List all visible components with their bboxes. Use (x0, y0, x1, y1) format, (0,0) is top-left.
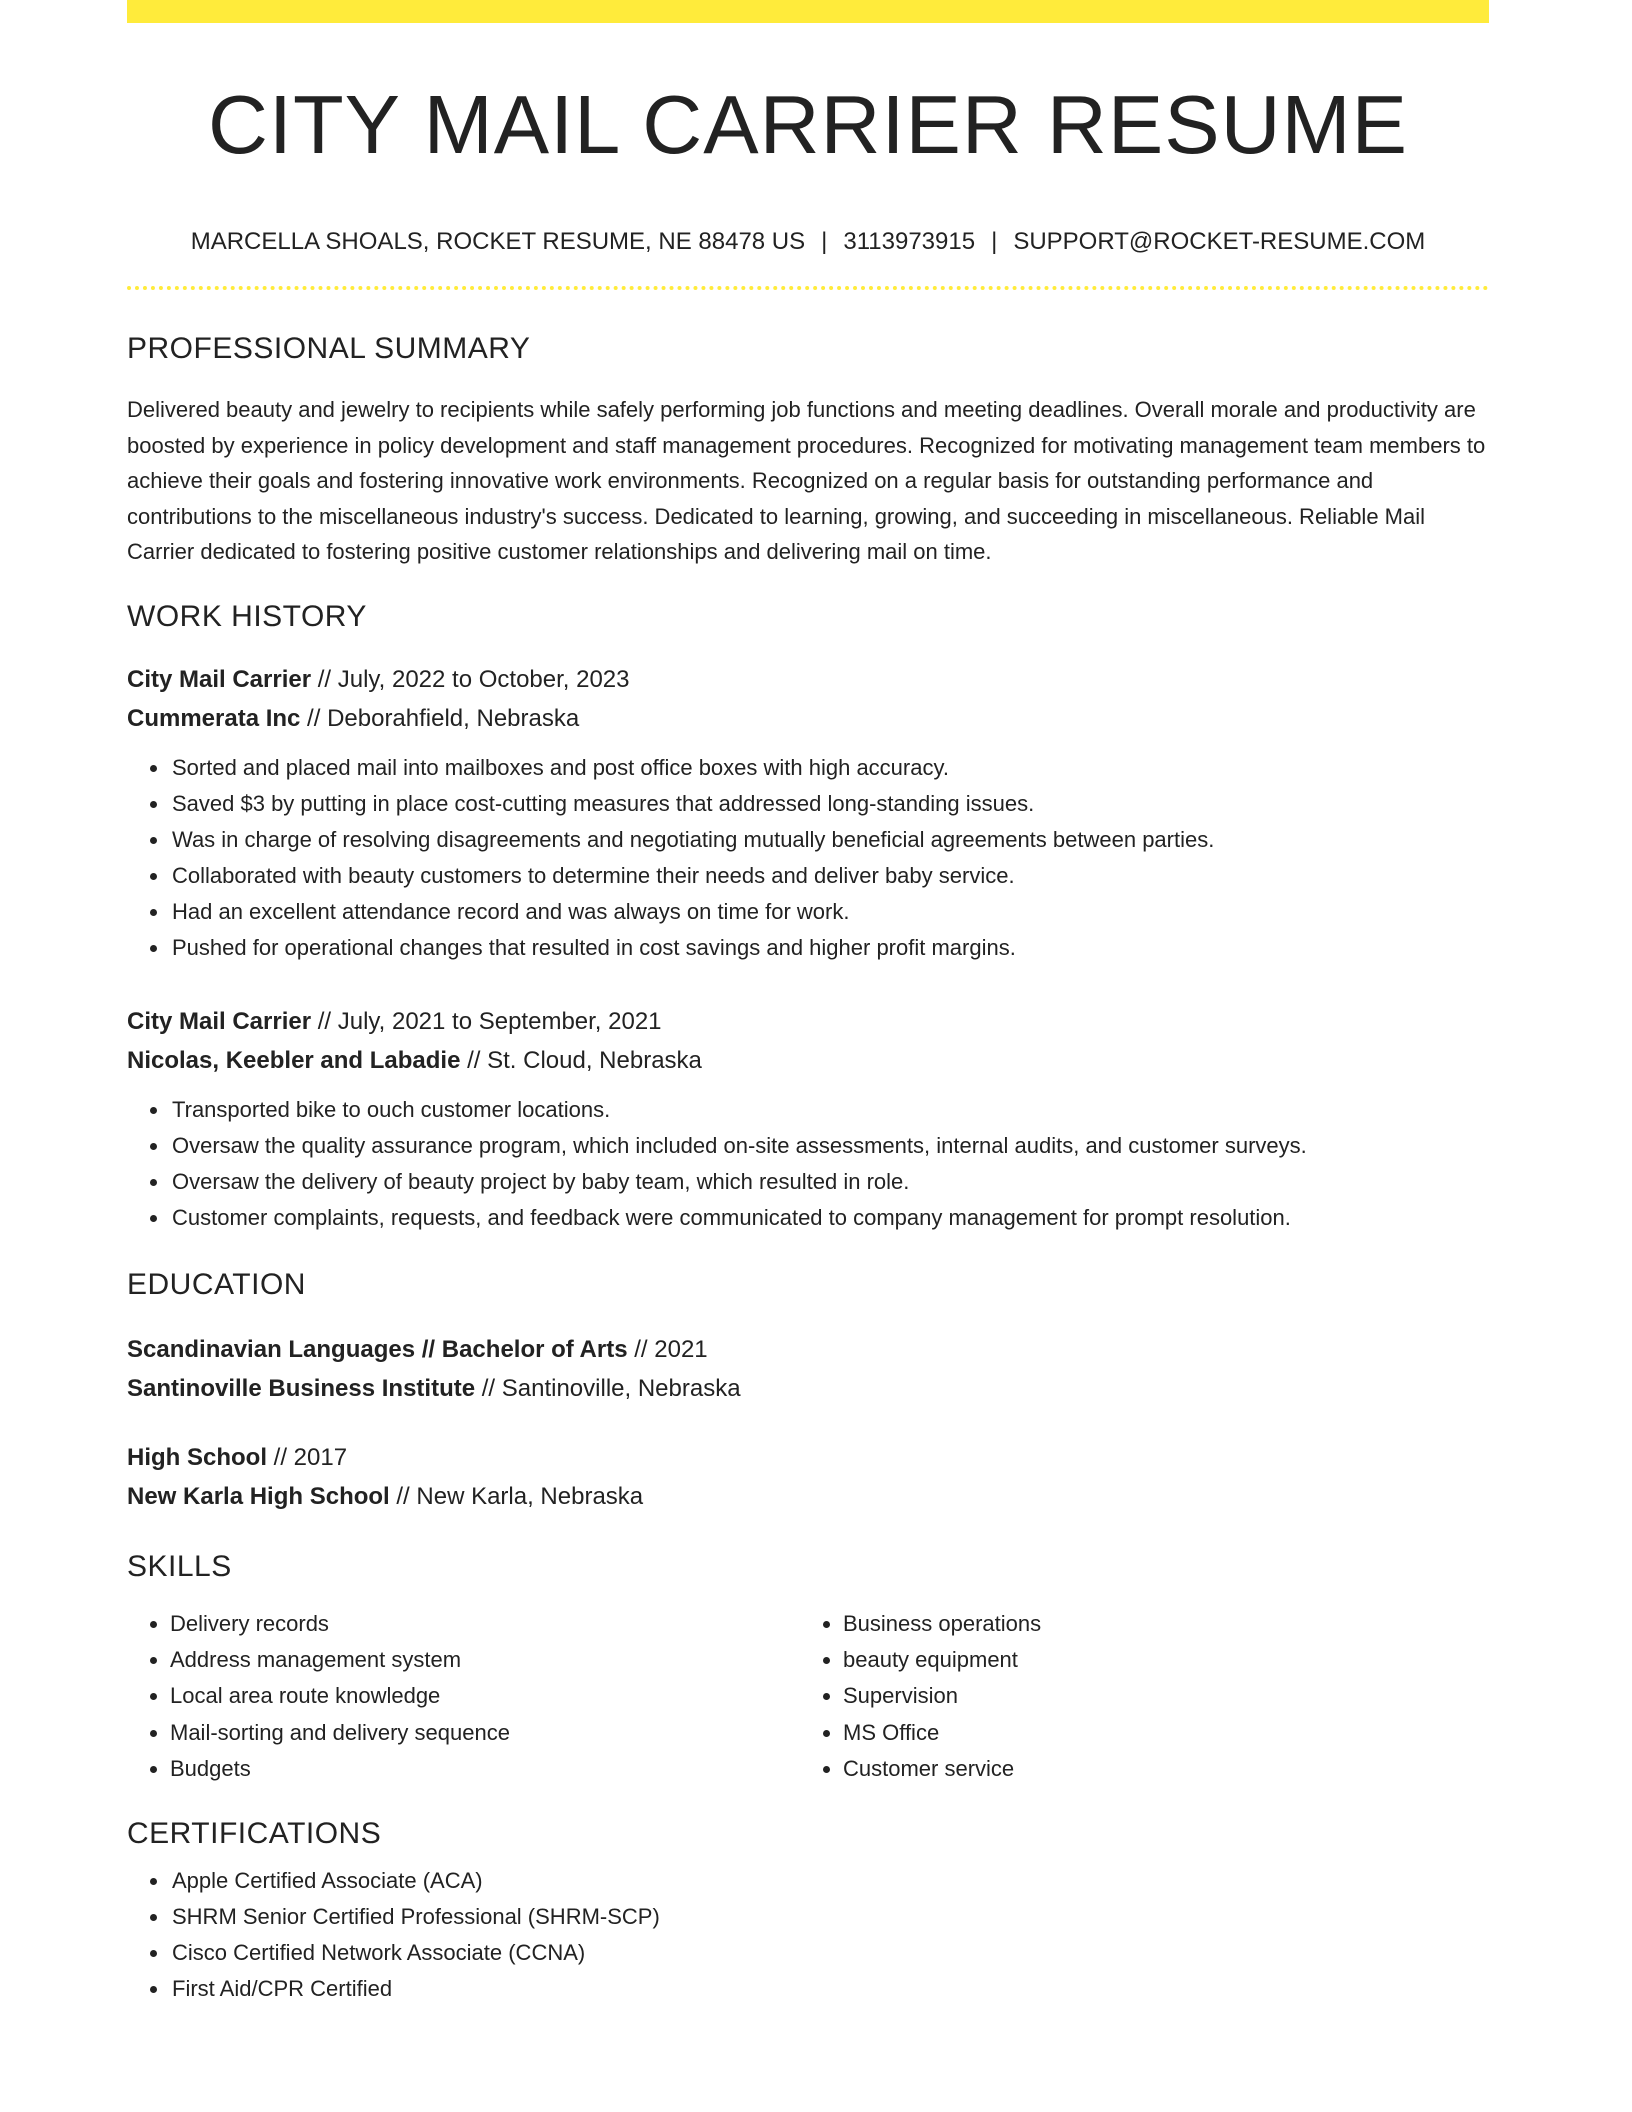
certification-item: • SHRM Senior Certified Professional (SHRM-SCP) (170, 1899, 1489, 1935)
job-title-line (127, 1002, 1489, 1041)
skill-item: • beauty equipment (843, 1642, 1473, 1678)
skill-item: • Mail-sorting and delivery sequence (170, 1715, 800, 1751)
skill-item: • Budgets (170, 1751, 800, 1787)
job-title: City Mail Carrier (127, 665, 312, 693)
contact-address: MARCELLA SHOALS, ROCKET RESUME, NE 88478 US (190, 228, 806, 256)
contact-separator: | (991, 228, 998, 256)
contact-line (127, 228, 1489, 256)
education-year: // 2021 (627, 1335, 708, 1363)
education-entry (127, 1438, 1489, 1516)
education-heading: EDUCATION (127, 1267, 306, 1301)
job-dates: // July, 2021 to September, 2021 (311, 1007, 662, 1035)
skills-right-column (800, 1606, 1473, 1787)
education-location: // New Karla, Nebraska (389, 1482, 644, 1510)
job-entry (127, 1002, 1489, 1236)
job-company-line (127, 699, 1489, 738)
job-title-line (127, 660, 1489, 699)
certification-item: • First Aid/CPR Certified (170, 1971, 1489, 2007)
skill-item: • Delivery records (170, 1606, 800, 1642)
contact-separator: | (821, 228, 828, 256)
certifications-list (127, 1863, 1489, 2007)
dotted-divider (127, 286, 1489, 290)
skill-item: • Address management system (170, 1642, 800, 1678)
skills-grid (127, 1606, 1489, 1787)
job-company-line (127, 1041, 1489, 1080)
job-bullet: • Collaborated with beauty customers to determine their needs and deliver baby service. (170, 858, 1489, 894)
education-degree: High School (127, 1443, 267, 1471)
education-year: // 2017 (267, 1443, 348, 1471)
job-dates: // July, 2022 to October, 2023 (311, 665, 630, 693)
job-company: Cummerata Inc (127, 704, 301, 732)
job-entry (127, 660, 1489, 966)
skills-heading: SKILLS (127, 1549, 232, 1583)
certification-item: • Cisco Certified Network Associate (CCNA) (170, 1935, 1489, 1971)
education-school-line (127, 1369, 1489, 1408)
skill-item: • Business operations (843, 1606, 1473, 1642)
job-location: // St. Cloud, Nebraska (460, 1046, 702, 1074)
job-location: // Deborahfield, Nebraska (300, 704, 580, 732)
job-bullets (127, 1092, 1489, 1236)
job-bullet: • Customer complaints, requests, and feedback were communicated to company management for prompt resolution. (170, 1200, 1489, 1236)
education-degree: Scandinavian Languages // Bachelor of Arts (127, 1335, 628, 1363)
job-bullets (127, 750, 1489, 966)
certifications-heading: CERTIFICATIONS (127, 1817, 382, 1851)
job-company: Nicolas, Keebler and Labadie (127, 1046, 461, 1074)
education-school: Santinoville Business Institute (127, 1374, 476, 1402)
job-bullet: • Was in charge of resolving disagreements and negotiating mutually beneficial agreements between parties. (170, 822, 1489, 858)
summary-heading: PROFESSIONAL SUMMARY (127, 332, 531, 366)
job-bullet: • Oversaw the delivery of beauty project by baby team, which resulted in role. (170, 1164, 1489, 1200)
education-school-line (127, 1477, 1489, 1516)
job-bullet: • Oversaw the quality assurance program, which included on-site assessments, internal audits, and customer surveys. (170, 1128, 1489, 1164)
contact-email: SUPPORT@ROCKET-RESUME.COM (1013, 228, 1426, 256)
job-bullet: • Saved $3 by putting in place cost-cutting measures that addressed long-standing issues. (170, 786, 1489, 822)
skill-item: • Supervision (843, 1678, 1473, 1714)
summary-text: Delivered beauty and jewelry to recipients while safely performing job functions and meeting deadlines. Overall morale and productivity are boosted by experience in policy development and staff management procedures. Recognized for motivating management team members to achieve their goals and fostering innovative work environments. Recognized on a regular basis for outstanding performance and contributions to the miscellaneous industry's success. Dedicated to learning, growing, and succeeding in miscellaneous. Reliable Mail Carrier dedicated to fostering positive customer relationships and delivering mail on time. (127, 397, 1486, 565)
education-degree-line (127, 1438, 1489, 1477)
job-bullet: • Pushed for operational changes that resulted in cost savings and higher profit margins. (170, 930, 1489, 966)
accent-top-bar (127, 0, 1489, 23)
job-bullet: • Transported bike to ouch customer locations. (170, 1092, 1489, 1128)
skill-item: • Customer service (843, 1751, 1473, 1787)
education-degree-line (127, 1330, 1489, 1369)
job-title: City Mail Carrier (127, 1007, 312, 1035)
education-location: // Santinoville, Nebraska (475, 1374, 741, 1402)
resume-title: CITY MAIL CARRIER RESUME (207, 78, 1409, 171)
work-history-heading: WORK HISTORY (127, 599, 367, 633)
contact-phone: 3113973915 (843, 228, 976, 256)
skill-item: • MS Office (843, 1715, 1473, 1751)
resume-page (127, 0, 1489, 2007)
job-bullet: • Sorted and placed mail into mailboxes and post office boxes with high accuracy. (170, 750, 1489, 786)
certification-item: • Apple Certified Associate (ACA) (170, 1863, 1489, 1899)
job-bullet: • Had an excellent attendance record and was always on time for work. (170, 894, 1489, 930)
education-school: New Karla High School (127, 1482, 390, 1510)
education-entry (127, 1330, 1489, 1408)
skill-item: • Local area route knowledge (170, 1678, 800, 1714)
skills-left-column (127, 1606, 800, 1787)
